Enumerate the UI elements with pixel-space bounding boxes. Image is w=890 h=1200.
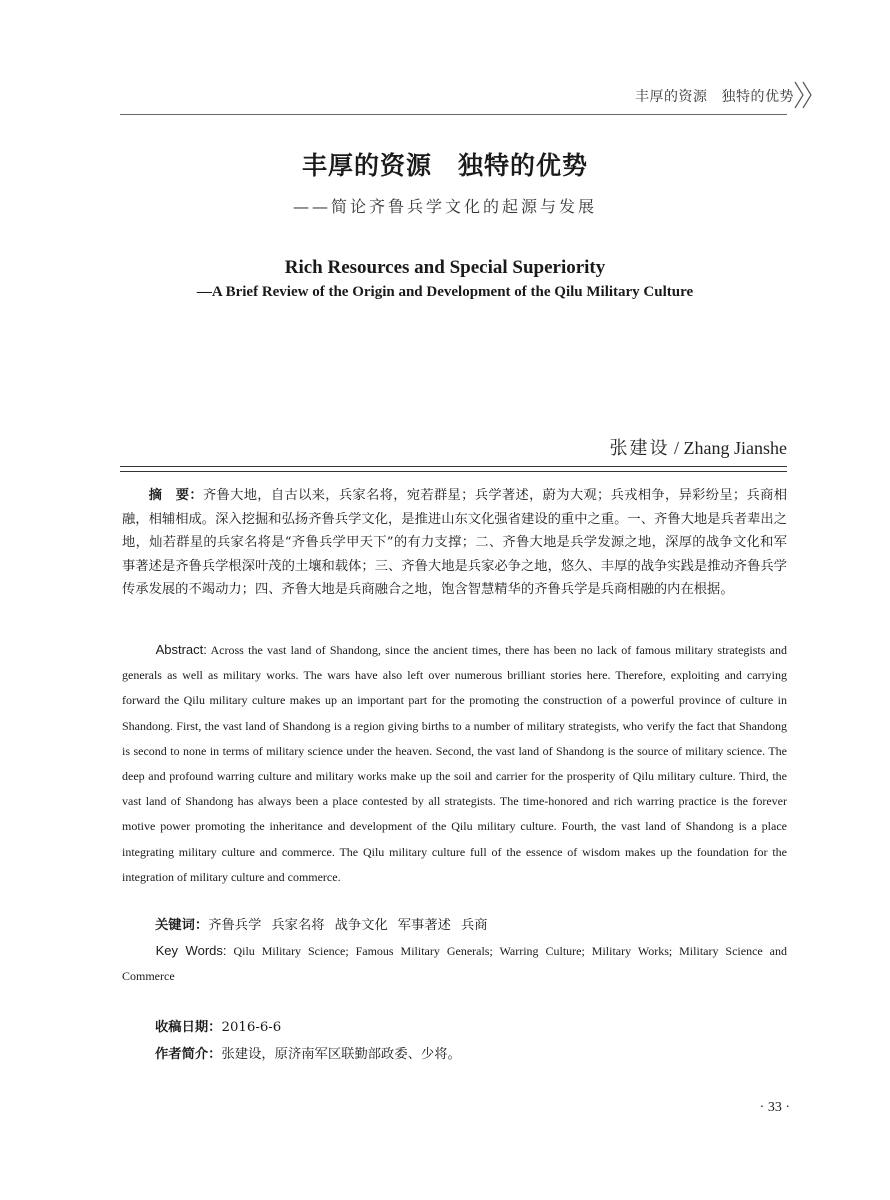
keyword-item: 战争文化 — [334, 918, 388, 933]
keywords-chinese-label: 关键词： — [155, 918, 209, 933]
keyword-item: 齐鲁兵学 — [208, 918, 262, 933]
keywords-english — [122, 938, 787, 989]
keywords-chinese — [155, 914, 498, 933]
author-separator: / — [669, 438, 684, 458]
received-date-value: 2016-6-6 — [221, 1020, 282, 1035]
abstract-chinese — [122, 484, 787, 602]
keyword-item: 军事著述 — [397, 918, 451, 933]
keywords-english-label: Key Words: — [155, 943, 227, 958]
abstract-english-label: Abstract: — [155, 642, 207, 657]
author-intro-label: 作者简介： — [155, 1047, 222, 1062]
running-header — [635, 86, 794, 106]
author-name-english: Zhang Jianshe — [683, 438, 787, 458]
abstract-chinese-label: 摘 要： — [148, 488, 203, 503]
author-name-chinese: 张建设 — [609, 438, 670, 458]
title-english: Rich Resources and Special Superiority — [284, 257, 606, 278]
keyword-item: 兵家名将 — [271, 918, 325, 933]
author-intro-value: 张建设，原济南军区联勤部政委、少将。 — [221, 1047, 461, 1062]
title-chinese: 丰厚的资源 独特的优势 — [301, 151, 588, 180]
abstract-english-text: Across the vast land of Shandong, since the ancient times, there has been no lack of famous military strategists and generals as well as military works. The wars have also left over numerous brilliant stories here. Therefore, exploiting and carrying forward the Qilu military culture makes up an important part for the promoting the construction of a powerful province of culture in Shandong. First, the vast land of Shandong is a region giving births to a number of military strategists, who verify the fact that Shandong is second to none in terms of military science under the heaven. Second, the vast land of Shandong is the source of military science. The deep and profound warring culture and military works make up the soil and carrier for the prosperity of Qilu military culture. Third, the vast land of Shandong has always been a place contested by all strategists. The time-honored and rich warring practice is the forever motive power promoting the inheritance and development of the Qilu military culture. Fourth, the vast land of Shandong is a place integrating military culture and commerce. The Qilu military culture full of the essence of wisdom makes up the foundation for the integration of military culture and commerce. — [122, 643, 788, 884]
header-rule — [120, 114, 787, 115]
abstract-english — [122, 637, 787, 890]
received-date — [155, 1016, 281, 1035]
keyword-item: 兵商 — [460, 918, 488, 933]
author-line — [610, 434, 788, 460]
double-chevron-icon — [791, 80, 817, 110]
page-number: · 33 · — [759, 1100, 790, 1115]
running-header-part1: 丰厚的资源 — [635, 89, 708, 105]
subtitle-english: —A Brief Review of the Origin and Development of the Qilu Military Culture — [196, 284, 694, 300]
subtitle-chinese: ——简论齐鲁兵学文化的起源与发展 — [292, 197, 597, 216]
section-rule-top — [120, 466, 787, 467]
running-header-part2: 独特的优势 — [721, 89, 794, 105]
received-date-label: 收稿日期： — [155, 1020, 222, 1035]
section-rule-bottom — [120, 471, 787, 472]
abstract-chinese-text: 齐鲁大地，自古以来，兵家名将，宛若群星；兵学著述，蔚为大观；兵戎相争，异彩纷呈；兵商相融，相辅相成。深入挖掘和弘扬齐鲁兵学文化，是推进山东文化强省建设的重中之重。一、齐鲁大地是兵者辈出之地，灿若群星的兵家名将是“齐鲁兵学甲天下”的有力支撑；二、齐鲁大地是兵学发源之地，深厚的战争文化和军事著述是齐鲁兵学根深叶茂的土壤和载体；三、齐鲁大地是兵家必争之地，悠久、丰厚的战争实践是推动齐鲁兵学传承发展的不竭动力；四、齐鲁大地是兵商融合之地，饱含智慧精华的齐鲁兵学是兵商相融的内在根据。 — [122, 488, 788, 598]
author-introduction — [155, 1043, 461, 1062]
keywords-english-text: Qilu Military Science; Famous Military Generals; Warring Culture; Military Works; Military Science and Commerce — [122, 944, 788, 983]
